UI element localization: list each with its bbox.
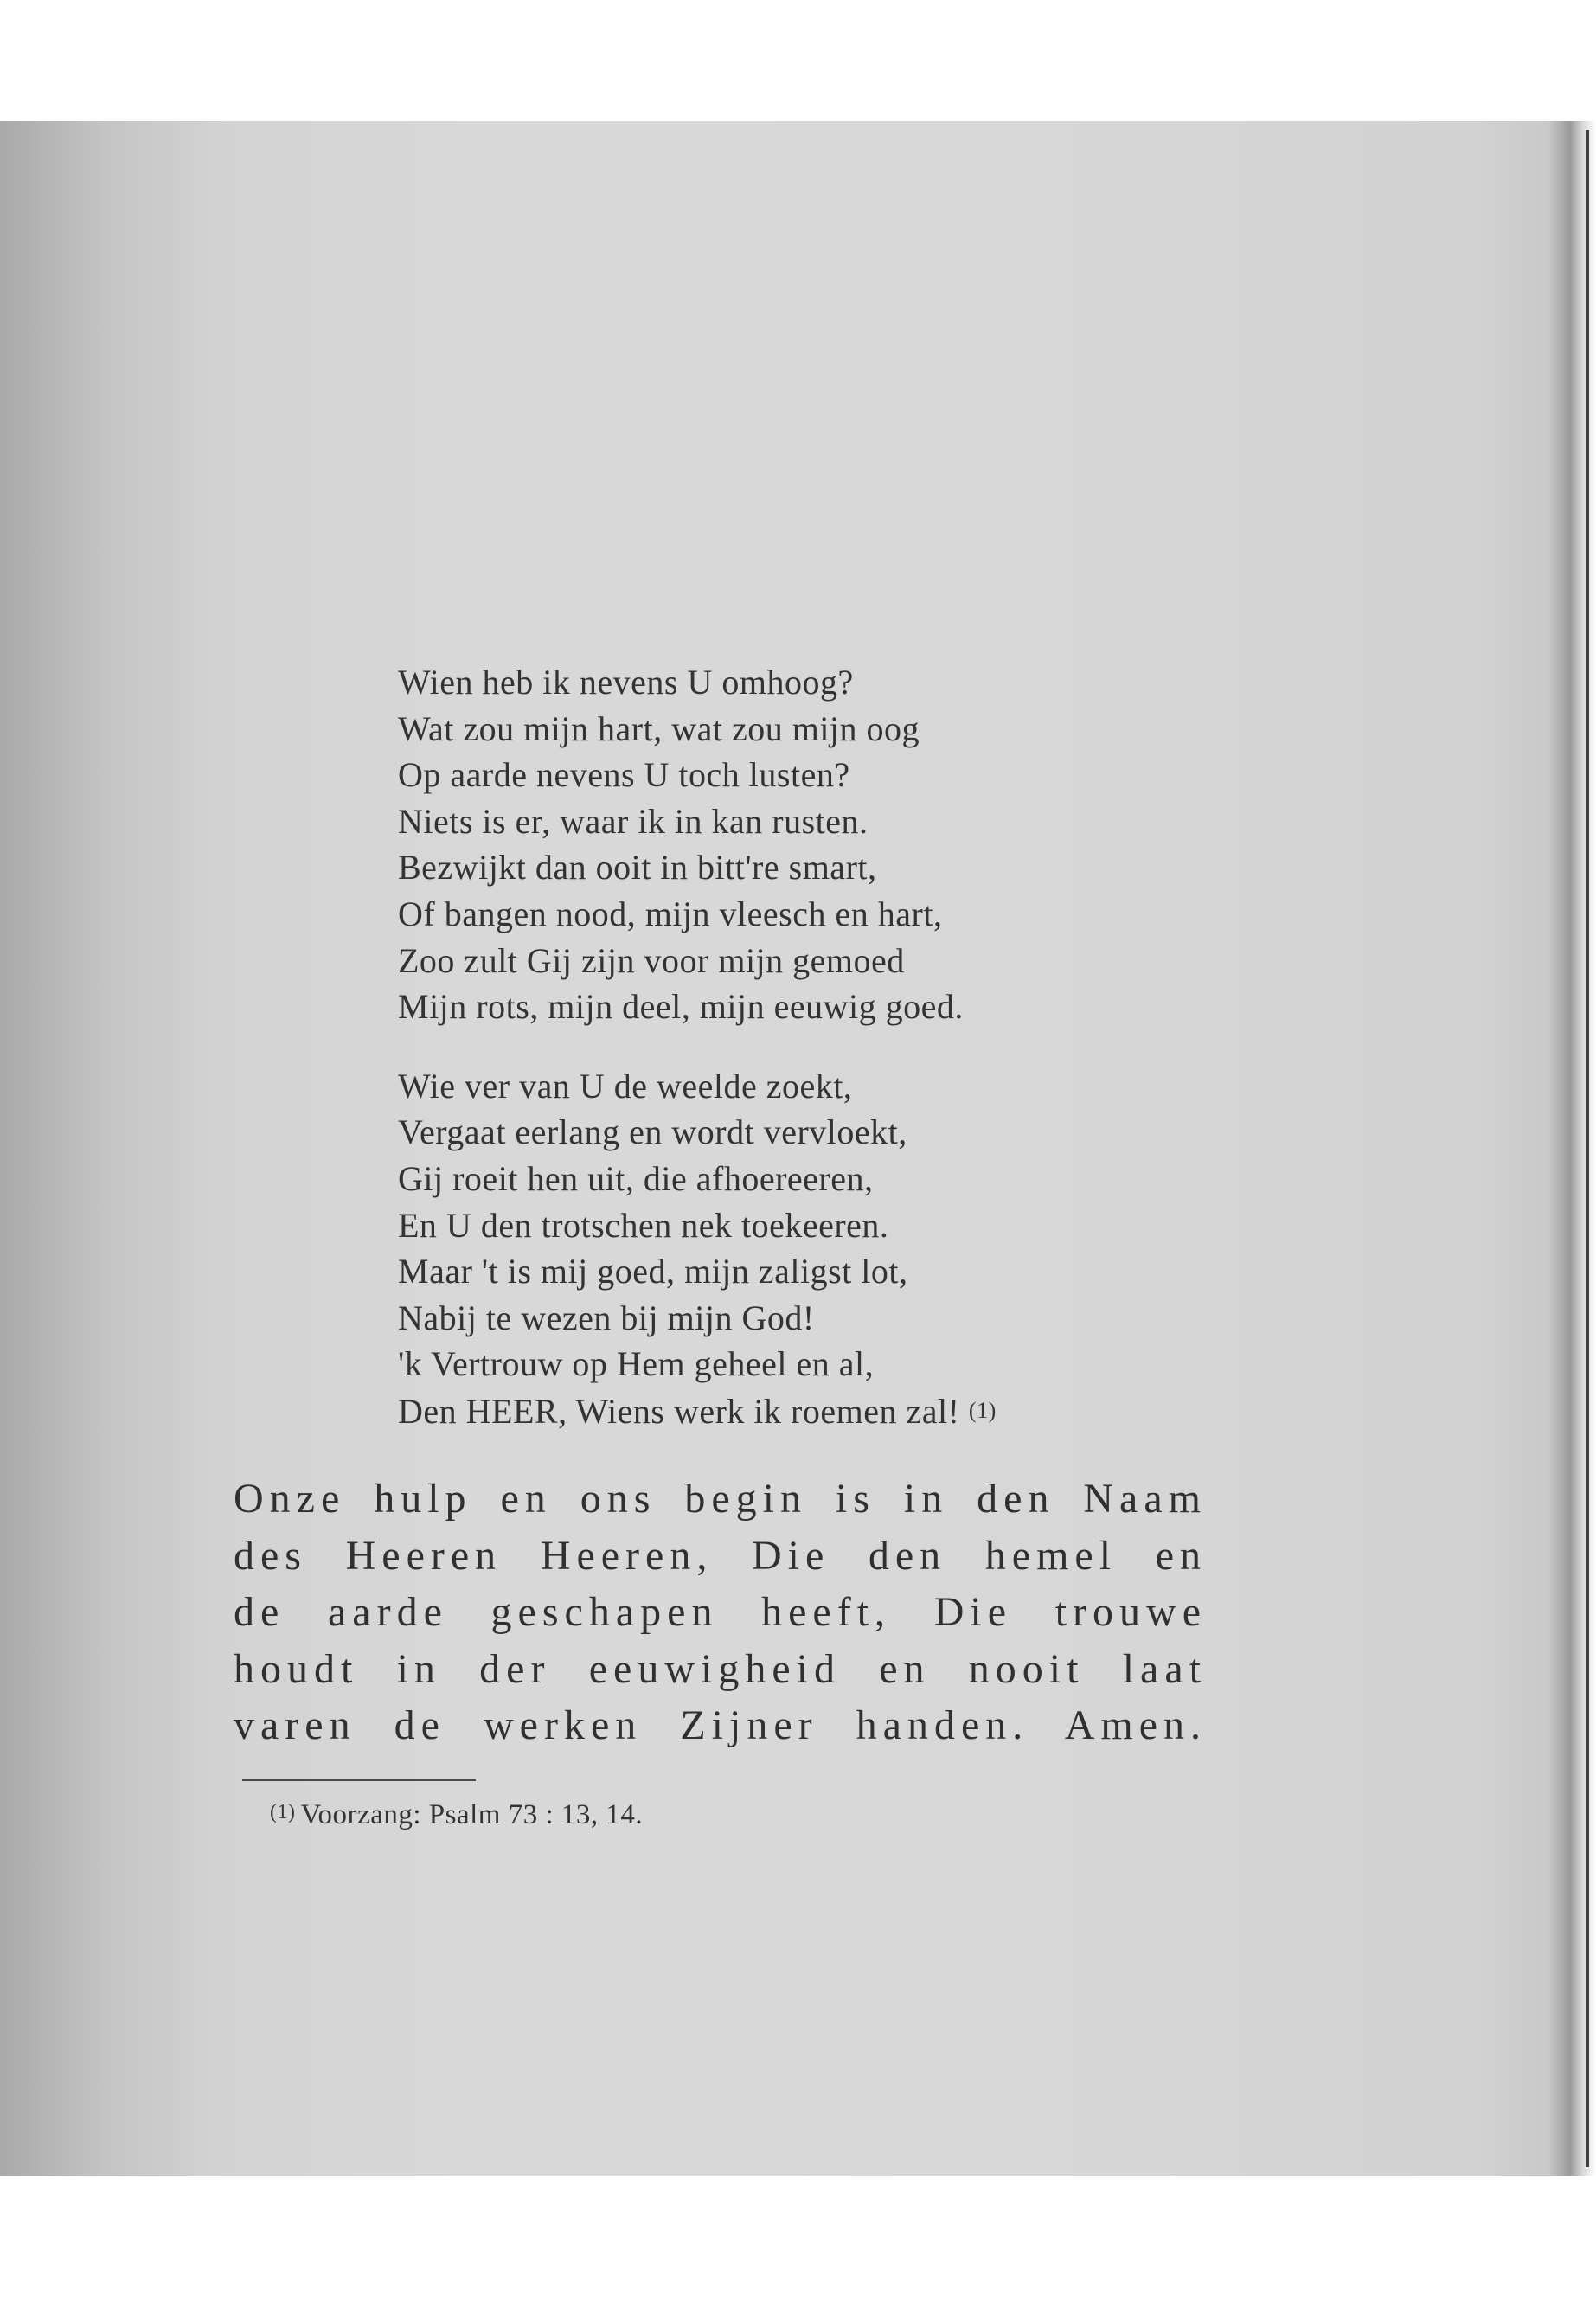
verse-line: Gij roeit hen uit, die afhoereeren,	[398, 1158, 874, 1198]
prayer-line: de aarde geschapen heeft, Die trouwe	[234, 1589, 1207, 1635]
verse-line: En U den trotschen nek toekeeren.	[398, 1205, 889, 1245]
footnote-divider	[242, 1779, 476, 1781]
verse-line: Nabij te wezen bij mijn God!	[398, 1298, 815, 1337]
verse-line: Wie ver van U de weelde zoekt,	[398, 1066, 853, 1106]
verse-line: Maar 't is mij goed, mijn zaligst lot,	[398, 1252, 908, 1292]
prayer-line: Onze hulp en ons begin is in den Naam	[234, 1476, 1207, 1522]
verse-line: Op aarde nevens U toch lusten?	[398, 755, 850, 795]
stanza-2	[398, 1063, 1176, 1434]
verse-line-with-footnote	[398, 1388, 1176, 1434]
verse-line: Wat zou mijn hart, wat zou mijn oog	[398, 708, 920, 748]
verse-line: Niets is er, waar ik in kan rusten.	[398, 801, 869, 841]
verse-text: Den HEER, Wiens werk ik roemen zal!	[398, 1391, 960, 1431]
prayer-line: varen de werken Zijner handen. Amen.	[234, 1702, 1207, 1748]
prayer-line: des Heeren Heeren, Die den hemel en	[234, 1532, 1207, 1579]
verse-line: Of bangen nood, mijn vleesch en hart,	[398, 894, 943, 933]
verse-line: Zoo zult Gij zijn voor mijn gemoed	[398, 940, 905, 980]
stanza-1	[398, 659, 1176, 1030]
verse-line: Vergaat eerlang en wordt vervloekt,	[398, 1112, 907, 1152]
verse-line: Mijn rots, mijn deel, mijn eeuwig goed.	[398, 987, 964, 1027]
prayer-line: houdt in der eeuwigheid en nooit laat	[234, 1645, 1207, 1692]
verse-line: Wien heb ik nevens U omhoog?	[398, 663, 854, 702]
footnote	[270, 1799, 643, 1831]
footnote-reference: (1)	[968, 1397, 997, 1423]
verse-line: Bezwijkt dan ooit in bitt're smart,	[398, 848, 877, 888]
footnote-text: Voorzang: Psalm 73 : 13, 14.	[300, 1799, 644, 1830]
verse-line: 'k Vertrouw op Hem geheel en al,	[398, 1344, 875, 1384]
footnote-mark: (1)	[270, 1801, 296, 1823]
hymn-text	[398, 659, 1176, 1434]
prayer-paragraph	[234, 1471, 1207, 1754]
